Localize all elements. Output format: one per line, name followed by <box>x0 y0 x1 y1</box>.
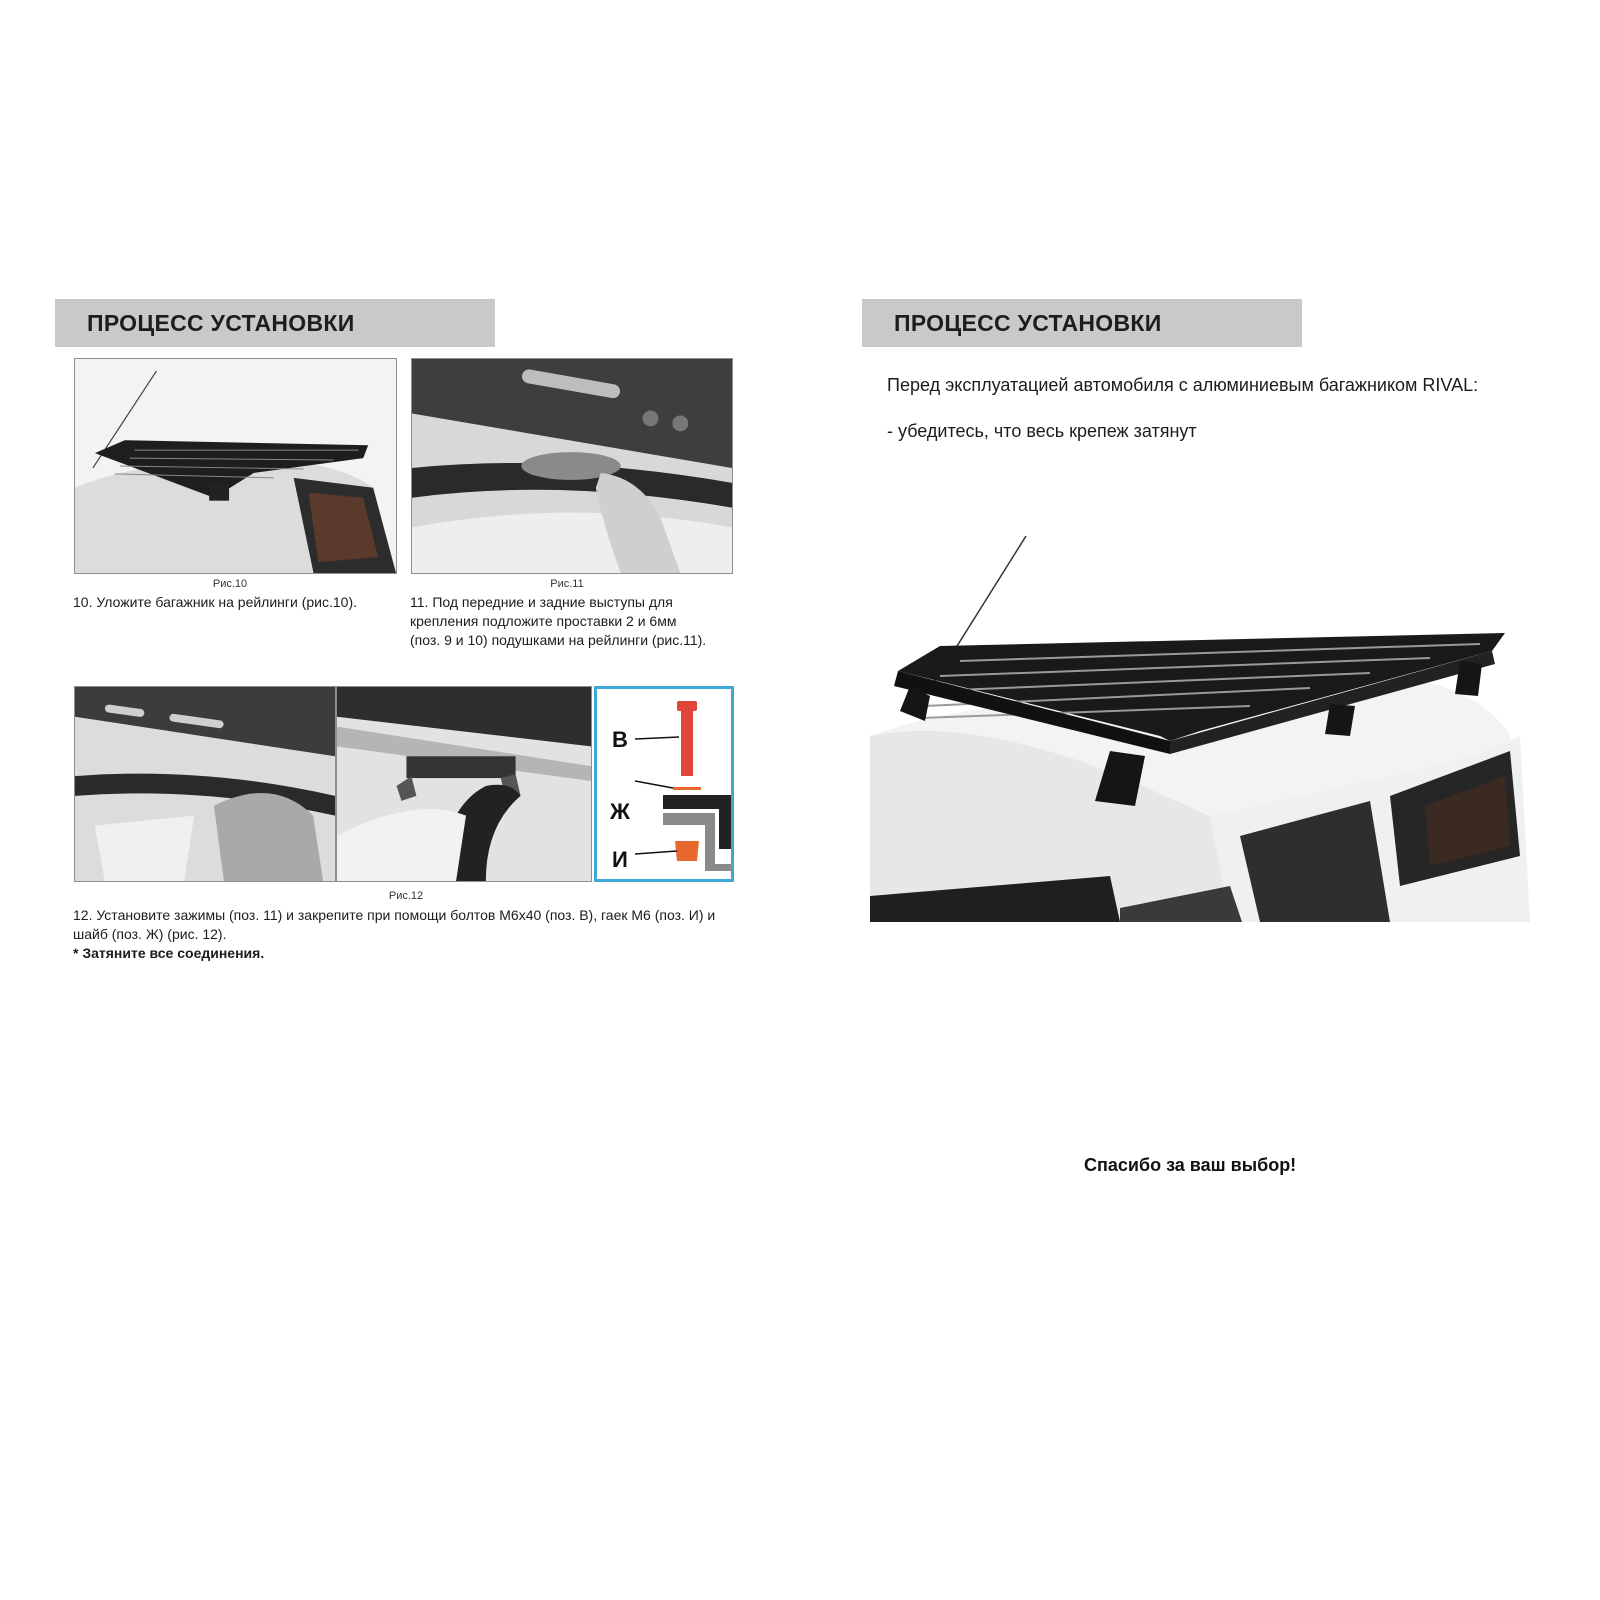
fig12-diagram <box>594 686 734 882</box>
fig10-step-text: 10. Уложите багажник на рейлинги (рис.10). <box>73 594 357 610</box>
fig11-photo <box>411 358 733 574</box>
fig12-step-text <box>73 906 723 963</box>
fig10-caption: Рис.10 <box>212 578 248 590</box>
nut-label-i: И <box>612 847 628 872</box>
washer-label-zh: Ж <box>610 799 630 824</box>
fig11-caption: Рис.11 <box>550 578 584 590</box>
bullet-text: - убедитесь, что весь крепеж затянут <box>887 421 1197 441</box>
fig11-step-text: 11. Под передние и задние выступы для крепления подложите проставки 2 и 6мм (поз. 9 и 10) подушками на рейлинги (рис.11). <box>410 594 707 648</box>
bolt-label-v: В <box>612 727 628 752</box>
right-page-header: ПРОЦЕСС УСТАНОВКИ <box>862 299 1302 347</box>
fig12-caption: Рис.12 <box>388 890 424 902</box>
thanks-text: Спасибо за ваш выбор! <box>1084 1155 1297 1175</box>
fig12-step-body: 12. Установите зажимы (поз. 11) и закрепите при помощи болтов М6х40 (поз. В), гаек М6 (поз. И) и шайб (поз. Ж) (рис. 12). <box>73 907 716 942</box>
left-page-header: ПРОЦЕСС УСТАНОВКИ <box>55 299 495 347</box>
intro-text: Перед эксплуатацией автомобиля с алюминиевым багажником RIVAL: <box>887 375 1479 395</box>
main-roof-rack-photo <box>870 536 1530 922</box>
fig12-step-note: * Затяните все соединения. <box>73 945 265 961</box>
fig12-photo-middle <box>336 686 592 882</box>
fig12-photo-left <box>74 686 336 882</box>
fig10-photo <box>74 358 397 574</box>
